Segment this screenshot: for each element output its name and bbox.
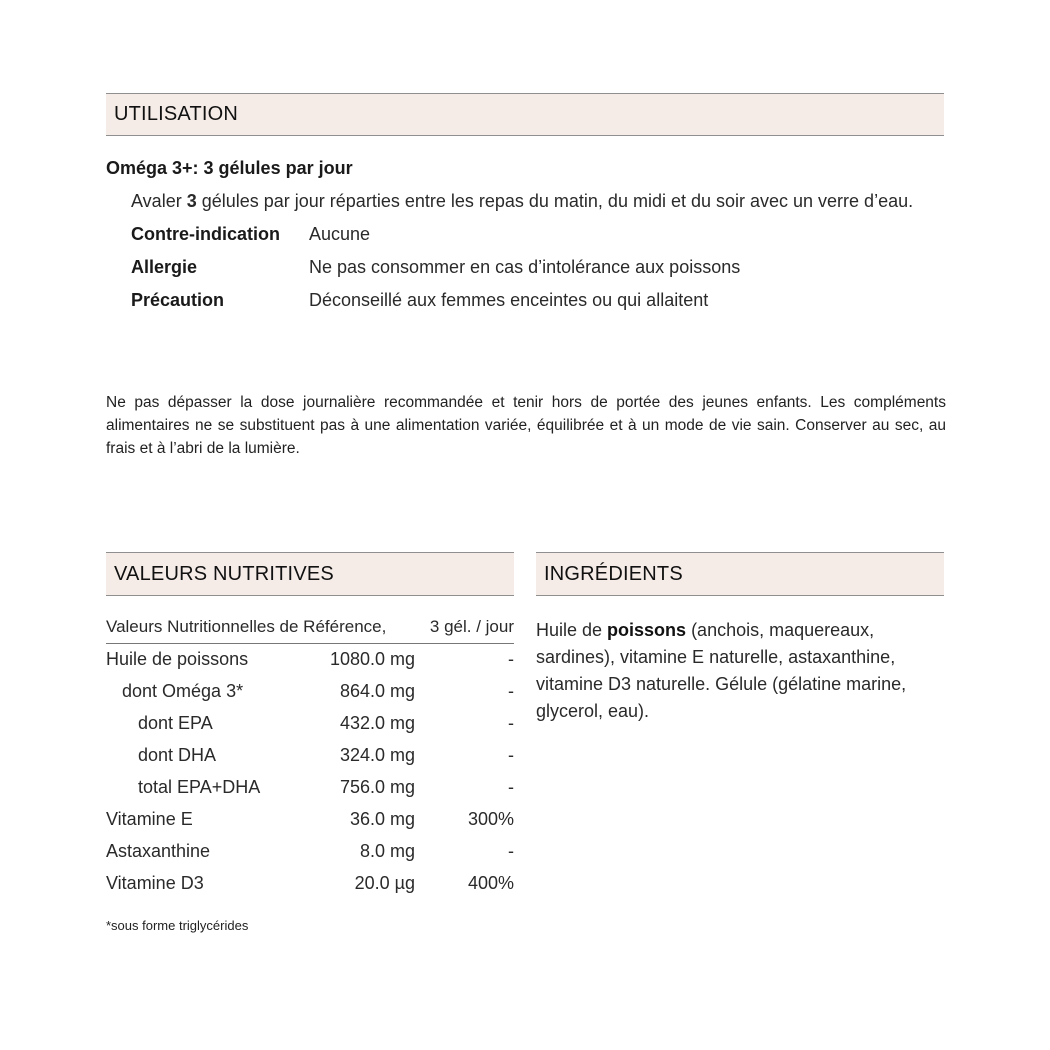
table-row — [106, 873, 514, 903]
info-value: Déconseillé aux femmes enceintes ou qui allaitent — [309, 290, 709, 310]
nutrient-name: Astaxanthine — [106, 841, 211, 861]
usage-instructions — [131, 191, 913, 212]
warning-text: Ne pas dépasser la dose journalière recommandée et tenir hors de portée des jeunes enfants. Les compléments alimentaires ne se substituent pas à une alimentation variée, équilibrée et à un mode de vie sain. Conserver au sec, au frais et à l’abri de la lumière. — [106, 394, 946, 457]
nutrient-name: dont Oméga 3* — [122, 681, 244, 701]
info-label: Allergie — [131, 257, 198, 277]
nutrient-percent: - — [508, 841, 514, 861]
table-row — [106, 777, 514, 807]
valeurs-nutritives-header: VALEURS NUTRITIVES — [106, 552, 514, 596]
table-row — [106, 713, 514, 743]
nutrition-col-label: Valeurs Nutritionnelles de Référence, — [106, 617, 387, 636]
info-row-contre-indication — [131, 224, 370, 245]
nutrition-table-header — [106, 617, 514, 644]
nutrient-percent: - — [508, 681, 514, 701]
nutrient-percent: - — [508, 649, 514, 669]
table-row — [106, 681, 514, 711]
ingredients-bold: poissons — [607, 620, 687, 640]
table-row — [106, 841, 514, 871]
product-title: Oméga 3+: 3 gélules par jour — [106, 158, 353, 178]
table-row — [106, 809, 514, 839]
nutrient-percent: - — [508, 745, 514, 765]
nutrient-name: dont DHA — [138, 745, 217, 765]
table-row — [106, 649, 514, 679]
info-row-allergie — [131, 257, 740, 278]
ingredients-prefix: Huile de — [536, 620, 608, 640]
info-label: Précaution — [131, 290, 225, 310]
nutrient-percent: 300% — [467, 809, 514, 829]
info-row-precaution — [131, 290, 708, 311]
utilisation-header: UTILISATION — [106, 93, 944, 136]
usage-prefix: Avaler — [131, 191, 187, 211]
nutrient-name: Vitamine E — [106, 809, 193, 829]
nutrient-amount: 20.0 µg — [354, 873, 415, 893]
ingredients-header: INGRÉDIENTS — [536, 552, 944, 596]
nutrient-name: dont EPA — [138, 713, 213, 733]
nutrient-amount: 756.0 mg — [339, 777, 415, 797]
nutrient-amount: 324.0 mg — [339, 745, 415, 765]
nutrient-amount: 432.0 mg — [339, 713, 415, 733]
table-row — [106, 745, 514, 775]
nutrition-col-dose: 3 gél. / jour — [429, 617, 514, 636]
usage-dose: 3 — [186, 191, 197, 211]
info-value: Aucune — [309, 224, 371, 244]
nutrient-amount: 8.0 mg — [359, 841, 415, 861]
info-value: Ne pas consommer en cas d’intolérance aux poissons — [309, 257, 741, 277]
ingredients-text — [536, 617, 946, 725]
nutrient-name: Huile de poissons — [106, 649, 249, 669]
nutrient-amount: 1080.0 mg — [329, 649, 415, 669]
nutrient-amount: 864.0 mg — [339, 681, 415, 701]
nutrient-name: Vitamine D3 — [106, 873, 204, 893]
nutrient-percent: - — [508, 777, 514, 797]
nutrient-percent: - — [508, 713, 514, 733]
info-label: Contre-indication — [131, 224, 280, 244]
ingredients-suffix: (anchois, maquereaux, sardines), vitamine E naturelle, astaxanthine, vitamine D3 naturelle. Gélule (gélatine marine, glycerol, eau). — [536, 620, 907, 721]
nutrient-amount: 36.0 mg — [349, 809, 415, 829]
usage-suffix: gélules par jour réparties entre les repas du matin, du midi et du soir avec un verre d’eau. — [196, 191, 914, 211]
nutrient-name: total EPA+DHA — [138, 777, 261, 797]
footnote: *sous forme triglycérides — [106, 918, 249, 933]
nutrient-percent: 400% — [467, 873, 514, 893]
